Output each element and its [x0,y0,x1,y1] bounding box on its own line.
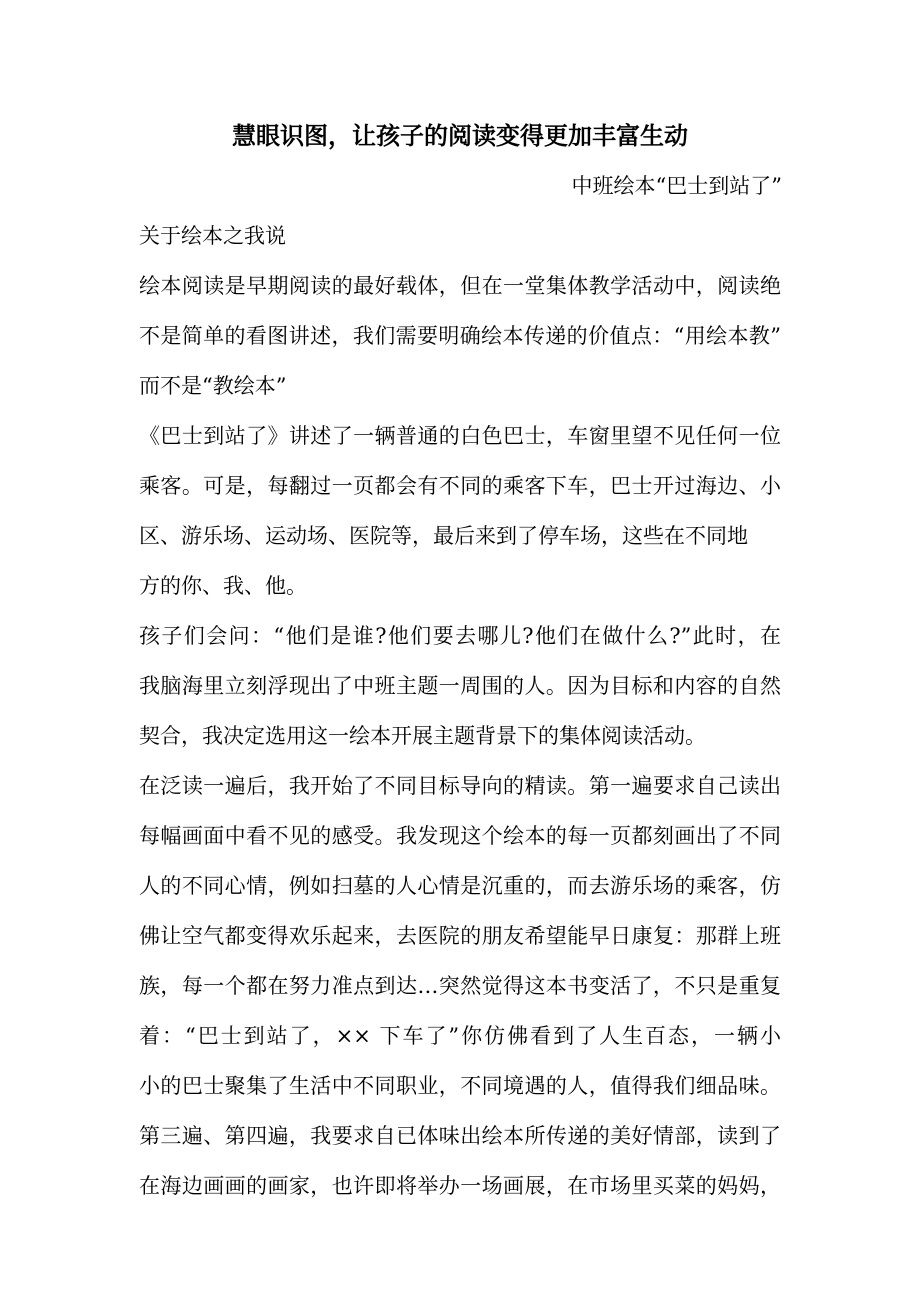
paragraph-line: 小的巴士聚集了生活中不同职业，不同境遇的人，值得我们细品味。 [139,1074,781,1098]
paragraph-line: 而不是“教绘本” [139,374,287,398]
paragraph-line: 《巴士到站了》讲述了一辆普通的白色巴士，车窗里望不见任何一位 [139,424,781,448]
paragraph-line: 绘本阅读是早期阅读的最好载体，但在一堂集体教学活动中，阅读绝 [139,274,781,298]
paragraph-line: 乘客。可是，每翻过一页都会有不同的乘客下车，巴士开过海边、小 [139,474,781,498]
paragraph-line: 孩子们会问：“他们是谁?他们要去哪儿?他们在做什么?”此时，在 [139,624,781,648]
document-subtitle: 中班绘本“巴士到站了” [571,174,782,198]
paragraph-line: 族，每一个都在努力准点到达…突然觉得这本书变活了，不只是重复 [139,974,781,998]
section-heading: 关于绘本之我说 [139,224,286,248]
paragraph-line: 不是简单的看图讲述，我们需要明确绘本传递的价值点：“用绘本教” [139,324,781,348]
document-title: 慧眼识图，让孩子的阅读变得更加丰富生动 [232,122,688,150]
paragraph-line: 在海边画画的画家，也许即将举办一场画展，在市场里买菜的妈妈， [139,1174,781,1198]
paragraph-line: 方的你、我、他。 [139,574,307,598]
paragraph-line: 着：“巴士到站了，×× 下车了”你仿佛看到了人生百态，一辆小 [139,1024,781,1048]
paragraph-line: 每幅画面中看不见的感受。我发现这个绘本的每一页都刻画出了不同 [139,824,781,848]
paragraph-line: 我脑海里立刻浮现出了中班主题一周围的人。因为目标和内容的自然 [139,674,781,698]
paragraph-line: 在泛读一遍后，我开始了不同目标导向的精读。第一遍要求自己读出 [139,774,781,798]
paragraph-line: 区、游乐场、运动场、医院等，最后来到了停车场，这些在不同地 [139,524,748,548]
paragraph-line: 第三遍、第四遍，我要求自已体味出绘本所传递的美好情部，读到了 [139,1124,781,1148]
paragraph-line: 佛让空气都变得欢乐起来，去医院的朋友希望能早日康复：那群上班 [139,924,781,948]
paragraph-line: 人的不同心情，例如扫墓的人心情是沉重的，而去游乐场的乘客，仿 [139,874,781,898]
paragraph-line: 契合，我决定选用这一绘本开展主题背景下的集体阅读活动。 [139,724,706,748]
